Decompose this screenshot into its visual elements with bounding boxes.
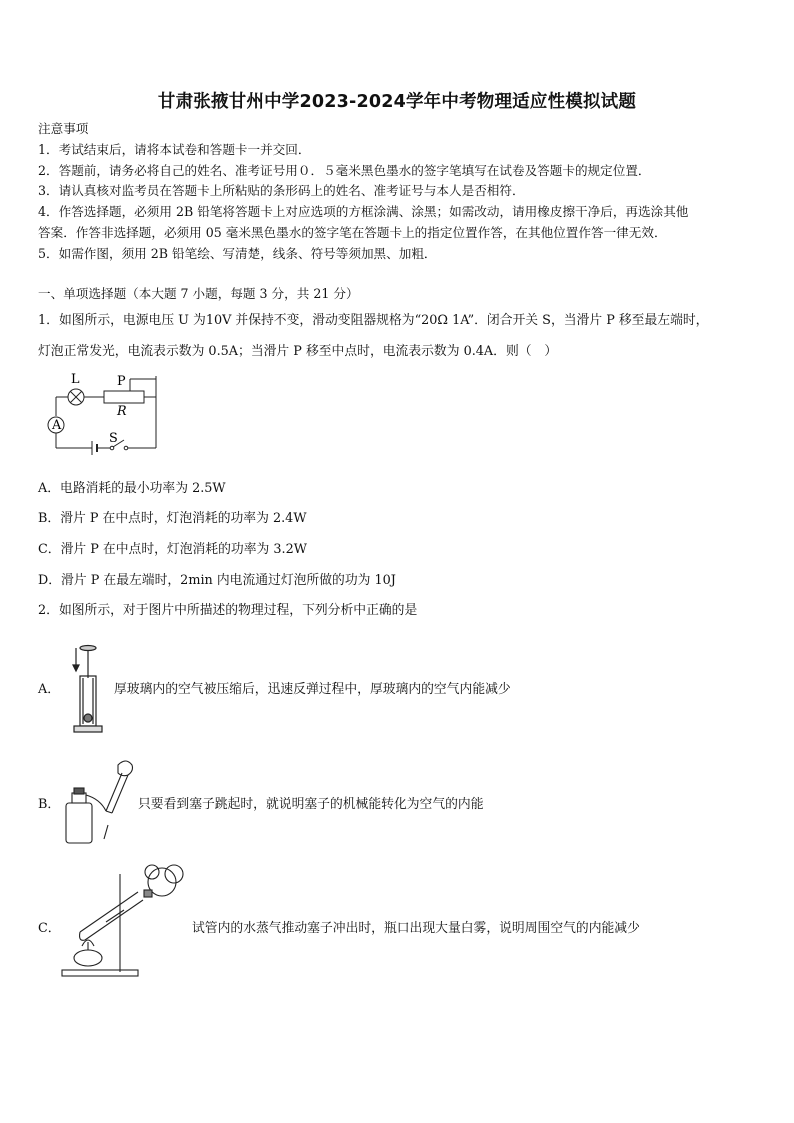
notice-item-5: 5．如需作图，须用 2B 铅笔绘、写清楚，线条、符号等须加黑、加粗．: [38, 246, 437, 261]
q1-stem-line1: 1．如图所示，电源电压 U 为10V 并保持不变，滑动变阻器规格为“20Ω 1A”．闭合开关 S，当滑片 P 移至最左端时，: [38, 313, 709, 328]
notice-item-1: 1．考试结束后，请将本试卷和答题卡一并交回．: [38, 142, 311, 157]
q1-stem-line2: 灯泡正常发光，电流表示数为 0.5A；当滑片 P 移至中点时，电流表示数为 0.4A．则（ ）: [38, 344, 558, 359]
label-S: S: [109, 431, 118, 446]
q2-stem: 2．如图所示，对于图片中所描述的物理过程，下列分析中正确的是: [38, 603, 418, 618]
notice-item-4: 4．作答选择题，必须用 2B 铅笔将答题卡上对应选项的方框涂满、涂黑；如需改动，请用橡皮擦干净后，再选涂其他: [38, 204, 689, 219]
q1-option-a: A．电路消耗的最小功率为 2.5W: [38, 481, 226, 496]
q2-option-c-text: 试管内的水蒸气推动塞子冲出时，瓶口出现大量白雾，说明周围空气的内能减少: [192, 921, 640, 936]
section-heading: 一、单项选择题（本大题 7 小题，每题 3 分，共 21 分）: [38, 286, 359, 301]
q1-option-c: C．滑片 P 在中点时，灯泡消耗的功率为 3.2W: [38, 542, 307, 557]
notice-item-2: 2．答题前，请务必将自己的姓名、准考证号用０．５毫米黑色墨水的签字笔填写在试卷及答题卡的规定位置．: [38, 163, 651, 178]
q1-option-d: D．滑片 P 在最左端时，2min 内电流通过灯泡所做的功为 10J: [38, 573, 396, 588]
q2-figure-a: [68, 638, 108, 738]
page-title: 甘肃张掖甘州中学2023-2024学年中考物理适应性模拟试题: [157, 92, 637, 112]
q1-circuit-diagram: [40, 370, 165, 465]
notice-item-3: 3．请认真核对监考员在答题卡上所粘贴的条形码上的姓名、准考证号与本人是否相符．: [38, 183, 525, 198]
q2-figure-b: [60, 755, 140, 850]
label-P: P: [117, 374, 126, 389]
q2-option-a-text: 厚玻璃内的空气被压缩后，迅速反弹过程中，厚玻璃内的空气内能减少: [114, 682, 511, 697]
label-A: A: [52, 418, 62, 433]
q1-option-b: B．滑片 P 在中点时，灯泡消耗的功率为 2.4W: [38, 511, 307, 526]
label-R: R: [117, 404, 127, 419]
q2-option-b-text: 只要看到塞子跳起时，就说明塞子的机械能转化为空气的内能: [138, 797, 484, 812]
label-L: L: [71, 372, 80, 387]
notice-item-4-cont: 答案．作答非选择题，必须用 05 毫米黑色墨水的签字笔在答题卡上的指定位置作答，在其他位置作答一律无效．: [38, 225, 667, 240]
q2-option-a-letter: A．: [38, 682, 61, 697]
q2-figure-c: [60, 862, 190, 982]
q2-option-b-letter: B．: [38, 797, 61, 812]
notice-heading: 注意事项: [38, 121, 89, 136]
q2-option-c-letter: C．: [38, 921, 61, 936]
